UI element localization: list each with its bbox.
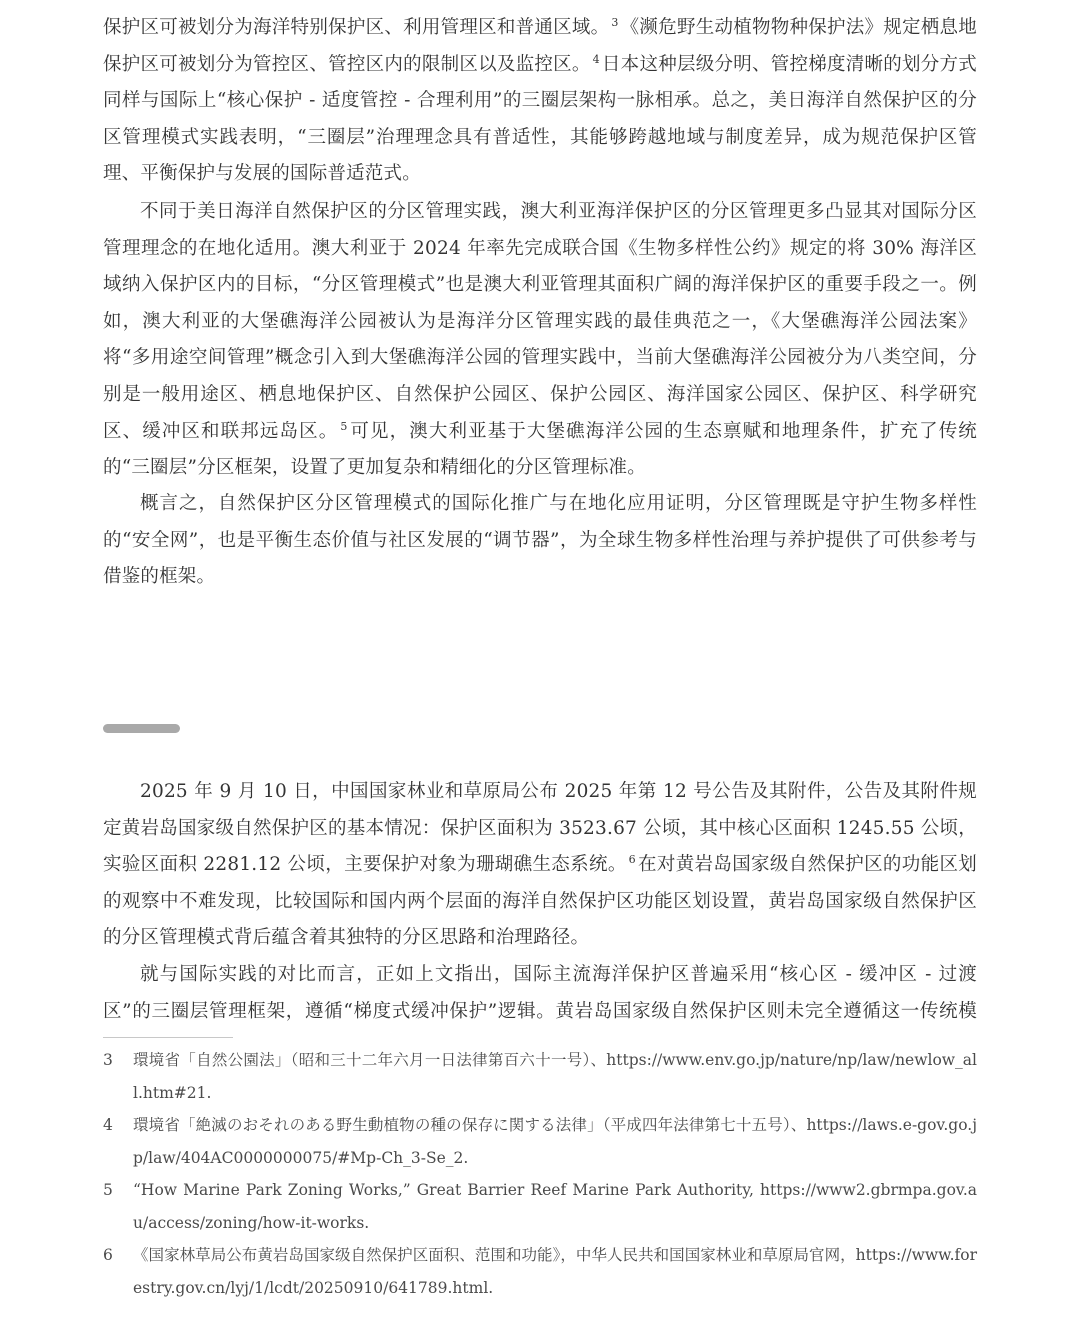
footnote-divider bbox=[103, 1037, 233, 1038]
footnote-item bbox=[103, 1174, 977, 1239]
footnote-text[interactable]: “How Marine Park Zoning Works,” Great Barrier Reef Marine Park Authority, https://www2.gbrmpa.gov.au/access/zoning/how-it-works. bbox=[133, 1181, 977, 1232]
paragraph-text: 2025 年 9 月 10 日，中国国家林业和草原局公布 2025 年第 12 号公告及其附件，公告及其附件规定黄岩岛国家级自然保护区的基本情况：保护区面积为 3523.67 公顷，其中核心区面积 1245.55 公顷，实验区面积 2281.12 公顷，主要保护对象为珊瑚礁生态系统。 bbox=[103, 781, 977, 876]
paragraph-text: 日本这种层级分明、管控梯度清晰的划分方式同样与国际上“核心保护 - 适度管控 - 合理利用”的三圈层架构一脉相承。总之，美日海洋自然保护区的分区管理模式实践表明，“三圈层”治理理念具有普适性，其能够跨越地域与制度差异，成为规范保护区管理、平衡保护与发展的国际普适范式。 bbox=[103, 53, 977, 185]
footnote-ref-3[interactable]: 3 bbox=[611, 16, 619, 29]
footnotes bbox=[103, 1044, 977, 1304]
footnote-text[interactable]: 《国家林草局公布黄岩岛国家级自然保护区面积、范围和功能》，中华人民共和国国家林业和草原局官网，https://www.forestry.gov.cn/lyj/1/lcdt/20250910/641789.html. bbox=[133, 1246, 977, 1297]
footnote-ref-6[interactable]: 6 bbox=[628, 853, 636, 867]
footnote-number: 5 bbox=[103, 1181, 113, 1199]
body-paragraph-3 bbox=[103, 486, 977, 596]
heading-accent-bar bbox=[103, 724, 180, 733]
footnote-ref-5[interactable]: 5 bbox=[340, 419, 348, 433]
footnote-text[interactable]: 環境省「自然公園法」（昭和三十二年六月一日法律第百六十一号）、https://www.env.go.jp/nature/np/law/newlow_all.htm#21. bbox=[133, 1051, 977, 1102]
paragraph-text: 概言之，自然保护区分区管理模式的国际化推广与在地化应用证明，分区管理既是守护生物多样性的“安全网”，也是平衡生态价值与社区发展的“调节器”，为全球生物多样性治理与养护提供了可供参考与借鉴的框架。 bbox=[103, 493, 977, 588]
body-paragraph-5 bbox=[103, 957, 977, 1030]
footnote-ref-4[interactable]: 4 bbox=[592, 52, 600, 66]
footnote-item bbox=[103, 1109, 977, 1174]
body-paragraph-1 bbox=[103, 10, 977, 193]
paragraph-text: 就与国际实践的对比而言，正如上文指出，国际主流海洋保护区普遍采用“核心区 - 缓冲区 - 过渡区”的三圈层管理框架，遵循“梯度式缓冲保护”逻辑。黄岩岛国家级自然保护区则未完全遵循这一传统模 bbox=[103, 964, 977, 1022]
paragraph-text: 《濒危野生动植物物种保护法》规定栖息地保护区可被划分为管控区、管控区内的限制区以及监控区。 bbox=[103, 17, 977, 75]
footnote-number: 4 bbox=[103, 1116, 113, 1134]
footnote-number: 6 bbox=[103, 1246, 113, 1264]
body-paragraph-4 bbox=[103, 774, 977, 957]
paragraph-text: 不同于美日海洋自然保护区的分区管理实践，澳大利亚海洋保护区的分区管理更多凸显其对国际分区管理理念的在地化适用。澳大利亚于 2024 年率先完成联合国《生物多样性公约》规定的将 30% 海洋区域纳入保护区内的目标，“分区管理模式”也是澳大利亚管理其面积广阔的海洋保护区的重要手段之一。例如，澳大利亚的大堡礁海洋公园被认为是海洋分区管理实践的最佳典范之一，《大堡礁海洋公园法案》将“多用途空间管理”概念引入到大堡礁海洋公园的管理实践中，当前大堡礁海洋公园被分为八类空间，分别是一般用途区、栖息地保护区、自然保护公园区、保护公园区、海洋国家公园区、保护区、科学研究区、缓冲区和联邦远岛区。 bbox=[103, 201, 977, 442]
footnote-number: 3 bbox=[103, 1051, 113, 1069]
footnote-item bbox=[103, 1239, 977, 1304]
footnote-text[interactable]: 環境省「絶滅のおそれのある野生動植物の種の保存に関する法律」（平成四年法律第七十五号）、https://laws.e-gov.go.jp/law/404AC0000000075/#Mp-Ch_3-Se_2. bbox=[133, 1116, 977, 1167]
paragraph-text: 在对黄岩岛国家级自然保护区的功能区划的观察中不难发现，比较国际和国内两个层面的海洋自然保护区功能区划设置，黄岩岛国家级自然保护区的分区管理模式背后蕴含着其独特的分区思路和治理路径。 bbox=[103, 854, 977, 949]
footnote-item bbox=[103, 1044, 977, 1109]
paragraph-text: 保护区可被划分为海洋特别保护区、利用管理区和普通区域。 bbox=[103, 17, 610, 38]
paragraph-text: 可见，澳大利亚基于大堡礁海洋公园的生态禀赋和地理条件，扩充了传统的“三圈层”分区框架，设置了更加复杂和精细化的分区管理标准。 bbox=[103, 420, 977, 479]
body-paragraph-2 bbox=[103, 194, 977, 487]
